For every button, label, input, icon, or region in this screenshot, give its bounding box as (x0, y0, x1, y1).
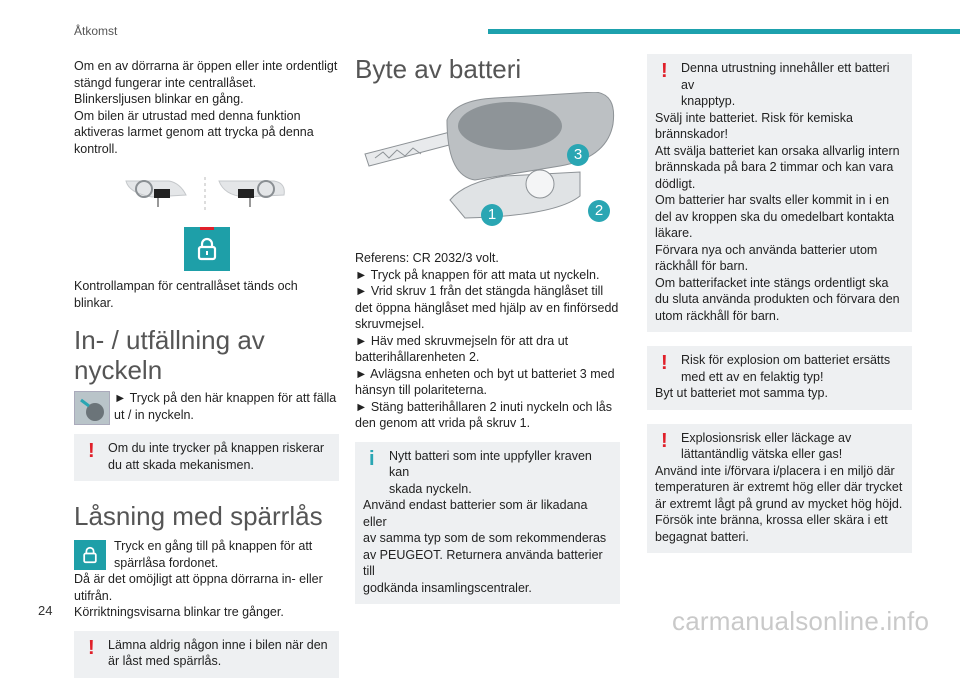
door-lock-illustration (74, 171, 339, 219)
battery-heading: Byte av batteri (355, 54, 522, 84)
key-button-icon (74, 391, 110, 425)
battery-info-note (355, 442, 620, 605)
text-line: batterihållarenheten 2. (355, 350, 480, 364)
text-line: med ett av en felaktig typ! (681, 369, 824, 384)
text-line: begagnat batteri. (655, 529, 749, 544)
text-line: Om bilen är utrustad med denna funktion (74, 108, 301, 123)
text-line: skada nyckeln. (389, 481, 472, 496)
text-line: ► Tryck på knappen för att mata ut nyckeln. (355, 267, 600, 282)
text-line: av PEUGEOT. Returnera använda batterier till (363, 547, 603, 578)
key-battery-illustration (355, 92, 620, 240)
text-line: Om du inte trycker på knappen riskerar (108, 441, 325, 455)
text-line: kontroll. (74, 141, 118, 156)
text-line: är extremt lågt på grund av mycket hög höjd. (655, 496, 903, 511)
text-line: dödligt. (655, 176, 696, 191)
callout-1: 1 (481, 204, 503, 226)
padlock-icon (82, 546, 98, 564)
text-line: utom räckhåll för barn. (655, 308, 780, 323)
battery-steps (355, 250, 620, 432)
page-number: 24 (38, 603, 53, 618)
text-line: Om batterifacket inte stängs ordentligt ska (655, 275, 889, 290)
text-line: Referens: CR 2032/3 volt. (355, 251, 499, 265)
text-line: Blinkersljusen blinkar en gång. (74, 92, 244, 106)
text-line: hänsyn till polariteterna. (355, 383, 488, 397)
callout-2: 2 (588, 200, 610, 222)
text-line: du att skada mekanismen. (108, 457, 254, 472)
column-3 (647, 54, 912, 553)
text-line: stängd fungerar inte centrallåset. (74, 75, 257, 90)
text-line: skruvmejsel. (355, 317, 425, 331)
text-line: Tryck en gång till på knappen för att (114, 539, 313, 553)
text-line: du sluta använda produkten och förvara den (655, 292, 900, 306)
text-line: utifrån. (74, 588, 113, 603)
deadlock-section (74, 538, 339, 621)
padlock-badge (74, 540, 106, 570)
text-line: Använd endast batterier som är likadana eller (363, 498, 588, 529)
key-fold-section (74, 390, 339, 424)
central-lock-lamp (184, 227, 230, 271)
text-line: Använd inte i/förvara i/placera i en miljö där (655, 463, 895, 478)
watermark: carmanualsonline.info (672, 606, 930, 636)
deadlock-heading: Låsning med spärrlås (74, 501, 323, 531)
text-line: Då är det omöjligt att öppna dörrarna in- eller (74, 572, 323, 586)
padlock-icon (196, 237, 218, 261)
text-line: aktiveras larmet genom att trycka på denna (74, 125, 314, 139)
warning-icon: ! (661, 60, 668, 82)
text-line: ► Tryck på den här knappen för att fälla (114, 391, 337, 405)
battery-swallow-warning (647, 54, 912, 332)
text-line: av samma typ som de som rekommenderas (363, 531, 607, 545)
text-line: Om en av dörrarna är öppen eller inte ordentligt (74, 59, 338, 73)
warning-icon: ! (88, 440, 95, 462)
text-line: Försök inte bränna, krossa eller skära i ett (655, 513, 888, 527)
text-line: spärrlåsa fordonet. (114, 555, 219, 570)
text-line: det öppna hänglåset med hjälp av en finförsedd (355, 300, 619, 315)
text-line: brännskador! (655, 127, 728, 141)
lamp-text: Kontrollampan för centrallåset tänds och blinkar. (74, 279, 298, 310)
warning-icon: ! (88, 636, 95, 659)
text-line: är låst med spärrlås. (108, 654, 222, 668)
intro-text (74, 58, 339, 157)
text-line: Risk för explosion om batteriet ersätts (681, 353, 891, 367)
text-line: Denna utrustning innehåller ett batteri av (681, 61, 890, 92)
explosion-wrong-type-warning (647, 346, 912, 410)
explosion-leak-warning (647, 424, 912, 554)
text-line: ut / in nyckeln. (114, 407, 194, 422)
text-line: brännskada på bara 2 timmar och kan vara (655, 160, 894, 174)
text-line: räckhåll för barn. (655, 259, 749, 273)
text-line: den genom att vrida på skruv 1. (355, 416, 531, 430)
text-line: del av kroppen ska du omedelbart kontakta (655, 209, 895, 224)
warning-icon: ! (661, 429, 668, 452)
key-fold-heading: In- / utfällning av nyckeln (74, 325, 265, 385)
callout-3: 3 (567, 144, 589, 166)
steering-wheel-icons (74, 171, 339, 219)
text-line: temperaturen är extremt hög eller där trycket (655, 480, 903, 494)
text-line: Om batterier har svalts eller kommit in i en (655, 193, 890, 207)
key-fob-thumbnail (75, 392, 109, 424)
text-line: Förvara nya och använda batterier utom (655, 242, 878, 257)
section-header: Åtkomst (74, 24, 118, 38)
text-line: godkända insamlingscentraler. (363, 580, 532, 595)
text-line: Explosionsrisk eller läckage av (681, 430, 852, 445)
text-line: ► Avlägsna enheten och byt ut batteriet 3 med (355, 366, 615, 381)
header-accent-bar (488, 29, 960, 34)
deadlock-warning-note (74, 631, 339, 678)
text-line: Körriktningsvisarna blinkar tre gånger. (74, 605, 284, 619)
key-warning-note (74, 434, 339, 481)
text-line: ► Stäng batterihållaren 2 inuti nyckeln och lås (355, 399, 612, 414)
text-line: Byt ut batteriet mot samma typ. (655, 386, 828, 400)
column-1 (74, 58, 339, 678)
column-2 (355, 54, 620, 604)
text-line: knapptyp. (681, 94, 736, 108)
text-line: Lämna aldrig någon inne i bilen när den (108, 637, 328, 652)
text-line: Svälj inte batteriet. Risk för kemiska (655, 110, 853, 125)
warning-icon: ! (661, 352, 668, 374)
text-line: ► Vrid skruv 1 från det stängda hänglåset till (355, 284, 604, 298)
text-line: lättantändlig vätska eller gas! (681, 447, 843, 461)
text-line: ► Häv med skruvmejseln för att dra ut (355, 333, 569, 348)
text-line: Att svälja batteriet kan orsaka allvarlig intern (655, 143, 900, 158)
info-icon: i (369, 447, 375, 470)
text-line: Nytt batteri som inte uppfyller kraven kan (389, 448, 592, 479)
text-line: läkare. (655, 226, 693, 240)
